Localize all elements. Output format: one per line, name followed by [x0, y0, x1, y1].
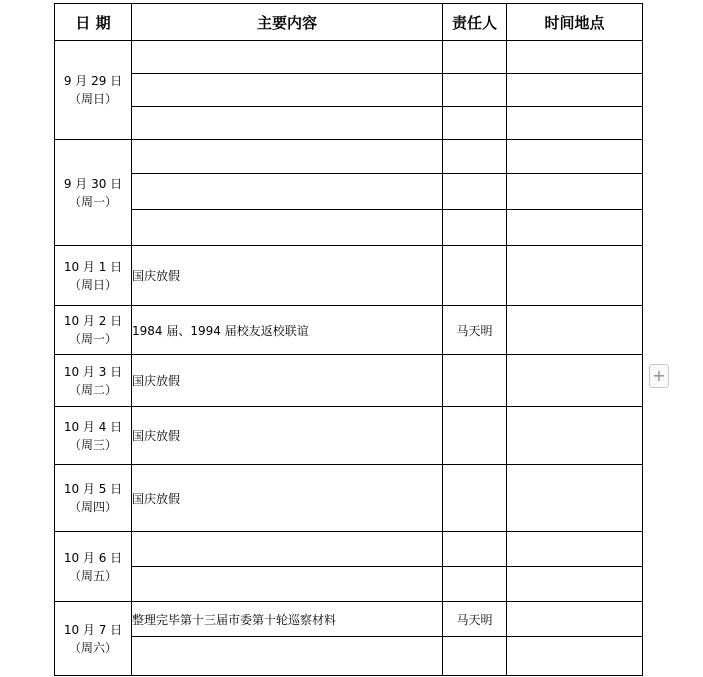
weekday-text: （周三） — [68, 437, 117, 452]
weekday-text: （周一） — [68, 194, 117, 209]
time-place-cell[interactable] — [507, 465, 643, 532]
date-cell — [55, 140, 132, 246]
header-date: 日 期 — [55, 4, 132, 41]
person-cell[interactable]: 马天明 — [443, 602, 507, 637]
person-cell[interactable] — [443, 41, 507, 74]
content-cell[interactable] — [132, 140, 443, 174]
person-cell[interactable] — [443, 174, 507, 210]
date-text: 10 月 1 日 — [63, 259, 123, 274]
person-cell[interactable] — [443, 140, 507, 174]
table-row — [55, 355, 643, 407]
weekday-text: （周一） — [68, 332, 117, 346]
content-cell[interactable] — [132, 567, 443, 602]
date-text: 9 月 29 日 — [63, 74, 123, 88]
content-cell[interactable] — [132, 532, 443, 567]
content-cell[interactable]: 国庆放假 — [132, 465, 443, 532]
table-row — [55, 210, 643, 246]
person-cell[interactable] — [443, 246, 507, 306]
time-place-cell[interactable] — [507, 246, 643, 306]
table-row — [55, 465, 643, 532]
time-place-cell[interactable] — [507, 41, 643, 74]
schedule-table — [54, 3, 643, 676]
person-cell[interactable] — [443, 532, 507, 567]
table-row — [55, 107, 643, 140]
time-place-cell[interactable] — [507, 407, 643, 465]
weekday-text: （周日） — [68, 92, 117, 106]
weekday-text: （周日） — [68, 277, 117, 292]
header-content: 主要内容 — [132, 4, 443, 41]
date-cell — [55, 602, 132, 676]
person-cell[interactable] — [443, 107, 507, 140]
content-cell[interactable] — [132, 637, 443, 676]
date-cell — [55, 306, 132, 355]
table-row — [55, 532, 643, 567]
person-cell[interactable]: 马天明 — [443, 306, 507, 355]
weekday-text: （周五） — [68, 568, 117, 583]
header-row — [55, 4, 643, 41]
time-place-cell[interactable] — [507, 140, 643, 174]
table-row — [55, 74, 643, 107]
header-person: 责任人 — [443, 4, 507, 41]
weekday-text: （周四） — [68, 500, 117, 514]
content-cell[interactable]: 1984 届、1994 届校友返校联谊 — [132, 306, 443, 355]
table-row — [55, 407, 643, 465]
content-cell[interactable] — [132, 174, 443, 210]
person-cell[interactable] — [443, 567, 507, 602]
add-row-button[interactable] — [649, 364, 669, 388]
time-place-cell[interactable] — [507, 174, 643, 210]
plus-icon: + — [652, 366, 666, 385]
weekday-text: （周二） — [68, 382, 117, 397]
content-cell[interactable] — [132, 210, 443, 246]
table-row — [55, 637, 643, 676]
date-text: 10 月 3 日 — [63, 364, 123, 379]
time-place-cell[interactable] — [507, 306, 643, 355]
person-cell[interactable] — [443, 637, 507, 676]
table-row — [55, 174, 643, 210]
date-text: 10 月 6 日 — [63, 550, 123, 565]
time-place-cell[interactable] — [507, 637, 643, 676]
date-cell — [55, 246, 132, 306]
time-place-cell[interactable] — [507, 74, 643, 107]
date-text: 10 月 2 日 — [63, 314, 123, 328]
content-cell[interactable]: 整理完毕第十三届市委第十轮巡察材料 — [132, 602, 443, 637]
content-cell[interactable] — [132, 41, 443, 74]
content-cell[interactable]: 国庆放假 — [132, 355, 443, 407]
date-text: 10 月 5 日 — [63, 482, 123, 496]
content-cell[interactable] — [132, 107, 443, 140]
table-row — [55, 602, 643, 637]
date-cell — [55, 532, 132, 602]
header-time-place: 时间地点 — [507, 4, 643, 41]
date-text: 10 月 4 日 — [63, 419, 123, 434]
person-cell[interactable] — [443, 74, 507, 107]
table-row — [55, 246, 643, 306]
content-cell[interactable] — [132, 74, 443, 107]
time-place-cell[interactable] — [507, 602, 643, 637]
time-place-cell[interactable] — [507, 567, 643, 602]
person-cell[interactable] — [443, 210, 507, 246]
date-text: 10 月 7 日 — [63, 622, 123, 637]
table-row — [55, 140, 643, 174]
date-text: 9 月 30 日 — [63, 176, 123, 191]
date-cell — [55, 465, 132, 532]
time-place-cell[interactable] — [507, 210, 643, 246]
date-cell — [55, 407, 132, 465]
person-cell[interactable] — [443, 407, 507, 465]
content-cell[interactable]: 国庆放假 — [132, 246, 443, 306]
date-cell — [55, 355, 132, 407]
content-cell[interactable]: 国庆放假 — [132, 407, 443, 465]
table-row — [55, 41, 643, 74]
schedule-body — [55, 41, 643, 676]
person-cell[interactable] — [443, 465, 507, 532]
time-place-cell[interactable] — [507, 355, 643, 407]
table-row — [55, 567, 643, 602]
table-row — [55, 306, 643, 355]
date-cell — [55, 41, 132, 140]
time-place-cell[interactable] — [507, 532, 643, 567]
person-cell[interactable] — [443, 355, 507, 407]
weekday-text: （周六） — [68, 640, 117, 655]
time-place-cell[interactable] — [507, 107, 643, 140]
